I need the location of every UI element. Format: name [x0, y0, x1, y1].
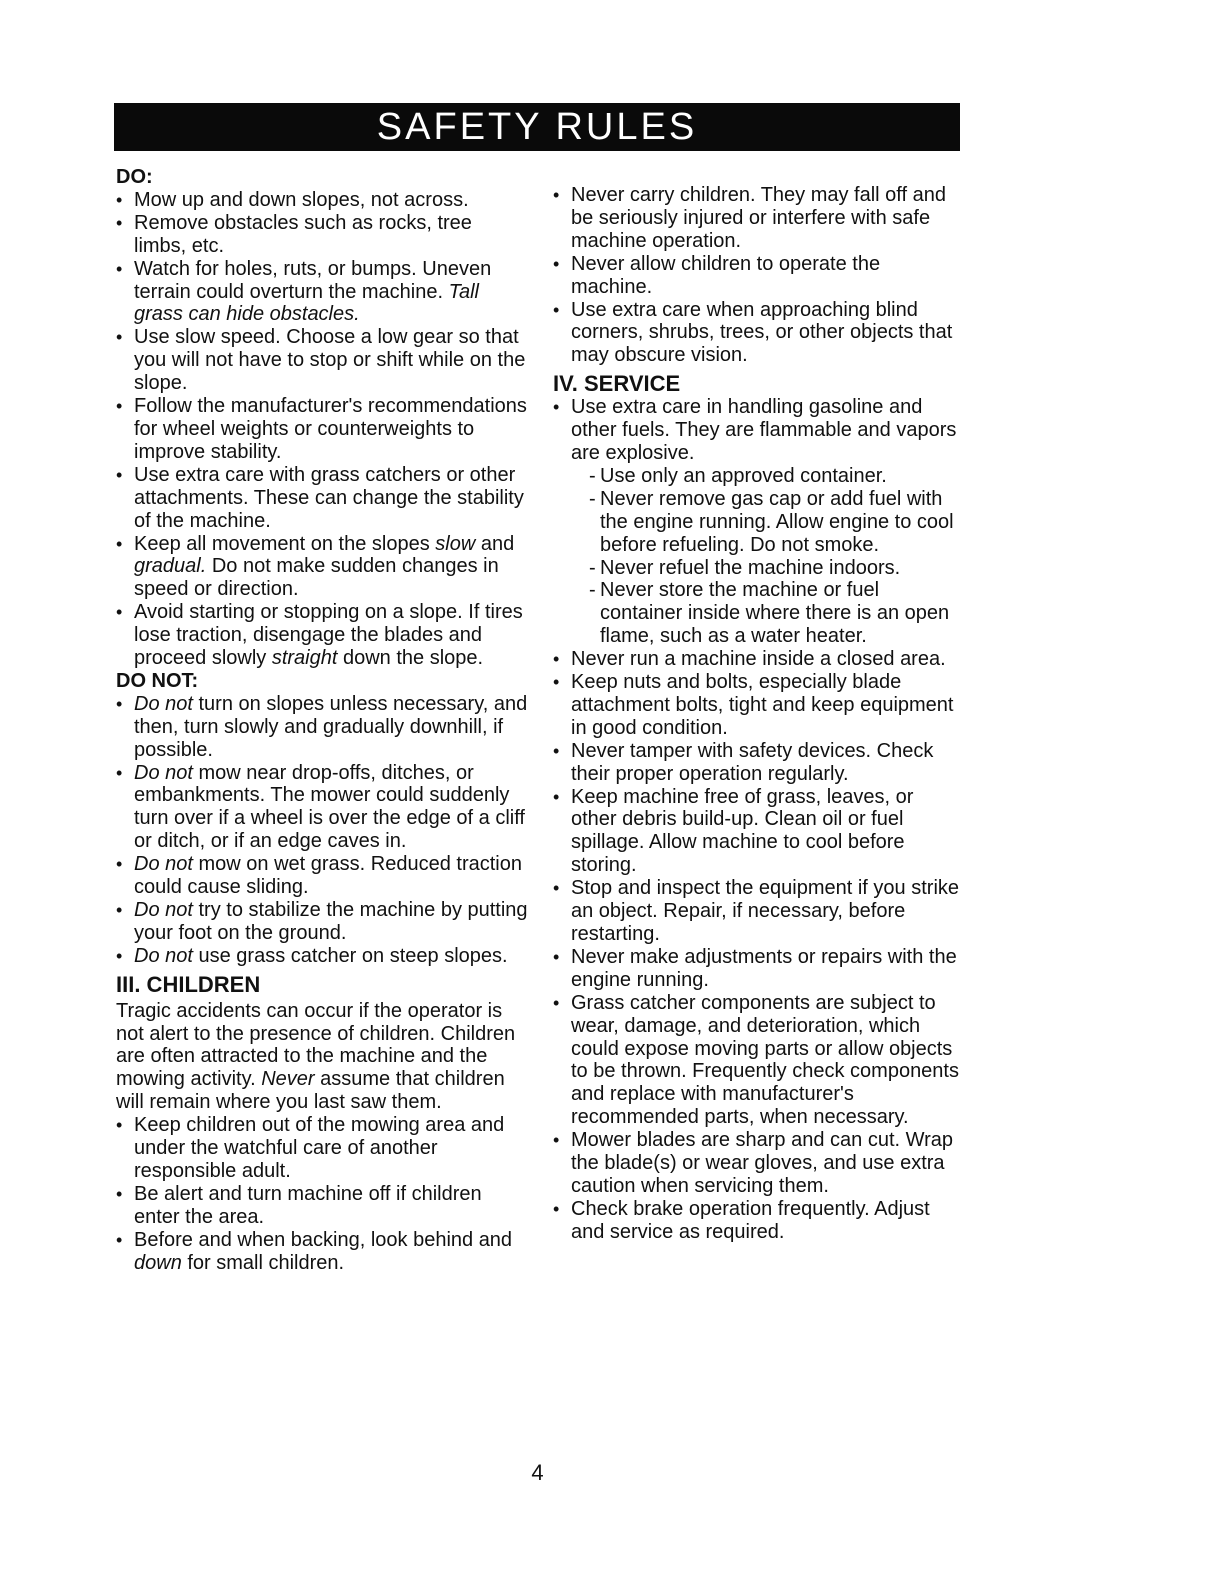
list-item: • Do not mow near drop-offs, ditches, or embankments. The mower could suddenly turn over if a wheel is over the edge of a cliff or ditch, or if an edge caves in. — [116, 762, 528, 854]
list-item: • Use extra care with grass catchers or other attachments. These can change the stability of the machine. — [116, 464, 528, 533]
service-list — [553, 396, 963, 1244]
list-item: • Stop and inspect the equipment if you strike an object. Repair, if necessary, before restarting. — [553, 877, 963, 946]
list-item: • Remove obstacles such as rocks, tree limbs, etc. — [116, 212, 528, 258]
list-item: • Use slow speed. Choose a low gear so that you will not have to stop or shift while on the slope. — [116, 326, 528, 395]
children-list-continued — [553, 184, 963, 367]
list-item: • Grass catcher components are subject to wear, damage, and deterioration, which could expose moving parts or allow objects to be thrown. Frequently check components and replace with manufacturer's recommended parts, when necessary. — [553, 992, 963, 1129]
safety-rules-banner — [114, 103, 960, 151]
list-item: • Do not use grass catcher on steep slopes. — [116, 945, 528, 968]
list-item: • Never run a machine inside a closed area. — [553, 648, 963, 671]
list-item: • Mower blades are sharp and can cut. Wrap the blade(s) or wear gloves, and use extra caution when servicing them. — [553, 1129, 963, 1198]
children-heading: III. CHILDREN — [116, 971, 261, 997]
list-item: • Do not mow on wet grass. Reduced traction could cause sliding. — [116, 853, 528, 899]
do-heading: DO: — [116, 166, 153, 188]
left-column — [116, 166, 528, 1275]
list-item: • Follow the manufacturer's recommendations for wheel weights or counterweights to improve stability. — [116, 395, 528, 464]
sub-list-item: - Never refuel the machine indoors. — [589, 557, 963, 580]
do-not-list — [116, 693, 528, 968]
list-item: • Check brake operation frequently. Adjust and service as required. — [553, 1198, 963, 1244]
list-item: • Use extra care in handling gasoline and other fuels. They are flammable and vapors are explosive. - Use only an approved container. - Never remove gas cap or add fuel with the engine running. Allow engine to cool before refueling. Do not smoke. - Never refuel the machine indoors. - Never store the machine or fuel container inside where there is an open flame, such as a water heater. — [553, 396, 963, 648]
service-heading: IV. SERVICE — [553, 371, 681, 397]
list-item: • Keep all movement on the slopes slow and gradual. Do not make sudden changes in speed or direction. — [116, 533, 528, 602]
list-item: • Before and when backing, look behind and down for small children. — [116, 1229, 528, 1275]
list-item: • Be alert and turn machine off if children enter the area. — [116, 1183, 528, 1229]
list-item: • Watch for holes, ruts, or bumps. Uneven terrain could overturn the machine. Tall grass can hide obstacles. — [116, 258, 528, 327]
children-list — [116, 1114, 528, 1274]
service-sublist — [589, 465, 963, 648]
list-item: • Never tamper with safety devices. Check their proper operation regularly. — [553, 740, 963, 786]
list-item: • Do not turn on slopes unless necessary, and then, turn slowly and gradually downhill, if possible. — [116, 693, 528, 762]
list-item: • Keep children out of the mowing area and under the watchful care of another responsible adult. — [116, 1114, 528, 1183]
do-list — [116, 189, 528, 670]
list-item: • Never allow children to operate the machine. — [553, 253, 963, 299]
list-item: • Avoid starting or stopping on a slope. If tires lose traction, disengage the blades and proceed slowly straight down the slope. — [116, 601, 528, 670]
sub-list-item: - Never remove gas cap or add fuel with the engine running. Allow engine to cool before refueling. Do not smoke. — [589, 488, 963, 557]
sub-list-item: - Never store the machine or fuel container inside where there is an open flame, such as a water heater. — [589, 579, 963, 648]
list-item: • Use extra care when approaching blind corners, shrubs, trees, or other objects that may obscure vision. — [553, 299, 963, 368]
list-item: • Do not try to stabilize the machine by putting your foot on the ground. — [116, 899, 528, 945]
list-item: • Keep machine free of grass, leaves, or other debris build-up. Clean oil or fuel spillage. Allow machine to cool before storing. — [553, 786, 963, 878]
list-item: • Mow up and down slopes, not across. — [116, 189, 528, 212]
right-column — [553, 184, 963, 1244]
do-not-heading: DO NOT: — [116, 669, 199, 692]
list-item: • Never carry children. They may fall off and be seriously injured or interfere with safe machine operation. — [553, 184, 963, 253]
banner-title: SAFETY RULES — [376, 105, 698, 148]
sub-list-item: - Use only an approved container. — [589, 465, 963, 488]
page-number: 4 — [531, 1460, 544, 1485]
list-item: • Never make adjustments or repairs with the engine running. — [553, 946, 963, 992]
list-item: • Keep nuts and bolts, especially blade attachment bolts, tight and keep equipment in good condition. — [553, 671, 963, 740]
children-intro: Tragic accidents can occur if the operator is not alert to the presence of children. Children are often attracted to the machine and the mowing activity. Never assume that children will remain where you last saw them. — [116, 999, 516, 1114]
